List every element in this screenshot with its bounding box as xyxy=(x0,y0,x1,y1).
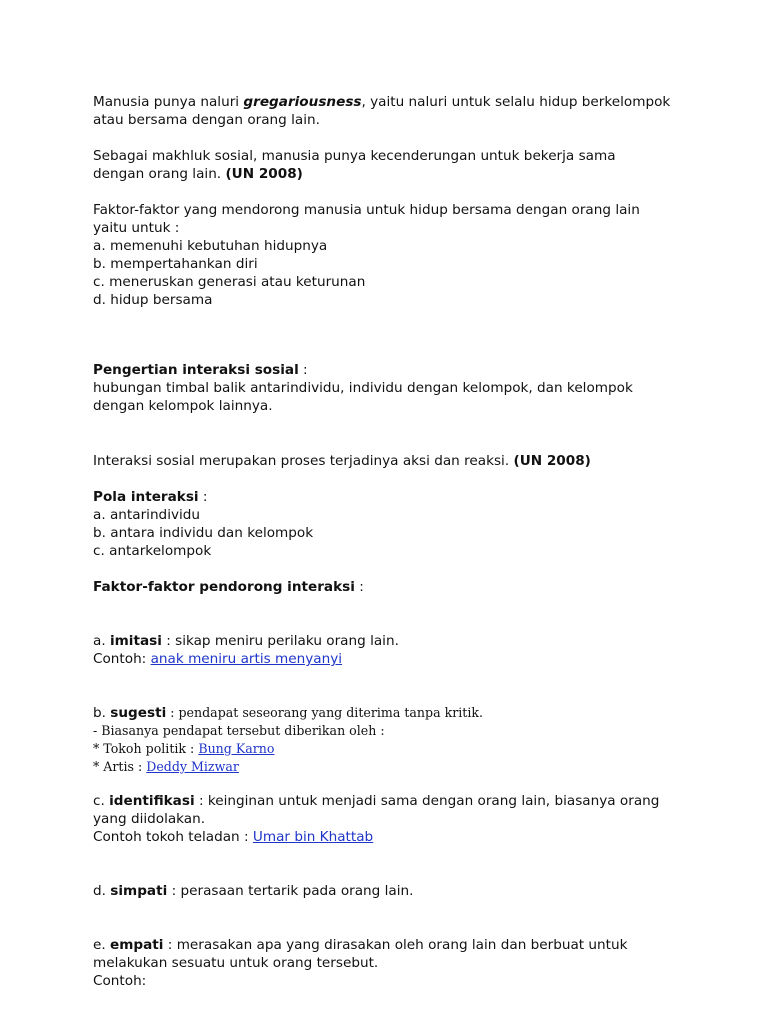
text-line: Faktor-faktor yang mendorong manusia untuk hidup bersama dengan orang lain xyxy=(93,202,640,218)
section-heading xyxy=(93,361,728,379)
link-bung-karno[interactable]: Bung Karno xyxy=(198,741,275,756)
heading-text: Pola interaksi xyxy=(93,489,199,505)
text-line xyxy=(93,93,728,111)
text-span: d. xyxy=(93,883,111,899)
link-umar-bin-khattab[interactable]: Umar bin Khattab xyxy=(252,829,374,845)
text-line xyxy=(93,828,728,846)
section-heading xyxy=(93,488,728,506)
text-line xyxy=(93,632,728,650)
paragraph-faktor-pendorong xyxy=(93,578,728,596)
text-line: yaitu untuk : xyxy=(93,220,180,236)
text-line: melakukan sesuatu untuk orang tersebut. xyxy=(93,955,379,971)
list-item: c. antarkelompok xyxy=(93,543,212,559)
text-span: : sikap meniru perilaku orang lain. xyxy=(161,633,399,649)
paragraph-pola-interaksi xyxy=(93,488,728,560)
text-line: - Biasanya pendapat tersebut diberikan oleh : xyxy=(93,723,385,738)
item-sugesti xyxy=(93,704,728,776)
text-line xyxy=(93,704,728,722)
list-item: a. memenuhi kebutuhan hidupnya xyxy=(93,238,328,254)
text-span: : xyxy=(298,362,308,378)
term-identifikasi: identifikasi xyxy=(109,793,195,809)
text-span: : xyxy=(198,489,208,505)
item-imitasi xyxy=(93,632,728,668)
text-span: : xyxy=(354,579,364,595)
list-item: b. antara individu dan kelompok xyxy=(93,525,314,541)
text-line: hubungan timbal balik antarindividu, individu dengan kelompok, dan kelompok xyxy=(93,380,633,396)
text-line xyxy=(93,650,728,668)
text-span: Contoh tokoh teladan : xyxy=(93,829,253,845)
text-line xyxy=(93,452,728,470)
list-item: d. hidup bersama xyxy=(93,292,213,308)
paragraph-faktor-hidup-bersama xyxy=(93,201,728,309)
text-span: Manusia punya naluri xyxy=(93,94,244,110)
text-line: Sebagai makhluk sosial, manusia punya kecenderungan untuk bekerja sama xyxy=(93,148,616,164)
item-simpati xyxy=(93,882,728,900)
term-gregariousness: gregariousness xyxy=(243,94,362,110)
heading-text: Faktor-faktor pendorong interaksi xyxy=(93,579,355,595)
text-span: * Artis : xyxy=(93,759,147,774)
term-simpati: simpati xyxy=(110,883,168,899)
text-line xyxy=(93,792,728,810)
heading-text: Pengertian interaksi sosial xyxy=(93,362,299,378)
item-identifikasi xyxy=(93,792,728,846)
text-span: e. xyxy=(93,937,111,953)
term-sugesti: sugesti xyxy=(110,705,167,721)
text-span: : pendapat seseorang yang diterima tanpa kritik. xyxy=(166,705,484,720)
text-span: dengan orang lain. xyxy=(93,166,226,182)
text-line xyxy=(93,740,728,758)
term-empati: empati xyxy=(110,937,164,953)
text-span: b. xyxy=(93,705,111,721)
list-item: a. antarindividu xyxy=(93,507,201,523)
text-line xyxy=(93,758,728,776)
paragraph-gregariousness xyxy=(93,93,728,129)
text-span: a. xyxy=(93,633,110,649)
exam-reference: (UN 2008) xyxy=(513,453,591,469)
paragraph-makhluk-sosial xyxy=(93,147,728,183)
text-span: : perasaan tertarik pada orang lain. xyxy=(167,883,414,899)
text-span: : keinginan untuk menjadi sama dengan orang lain, biasanya orang xyxy=(194,793,660,809)
link-anak-meniru-artis[interactable]: anak meniru artis menyanyi xyxy=(150,651,343,667)
text-line: yang diidolakan. xyxy=(93,811,206,827)
text-span: , yaitu naluri untuk selalu hidup berkelompok xyxy=(361,94,671,110)
link-deddy-mizwar[interactable]: Deddy Mizwar xyxy=(146,759,239,774)
term-imitasi: imitasi xyxy=(109,633,162,649)
text-span: Interaksi sosial merupakan proses terjadinya aksi dan reaksi. xyxy=(93,453,514,469)
list-item: b. mempertahankan diri xyxy=(93,256,258,272)
list-item: c. meneruskan generasi atau keturunan xyxy=(93,274,366,290)
text-span: * Tokoh politik : xyxy=(93,741,199,756)
text-line: atau bersama dengan orang lain. xyxy=(93,112,320,128)
text-line xyxy=(93,882,728,900)
text-span: c. xyxy=(93,793,110,809)
exam-reference: (UN 2008) xyxy=(225,166,303,182)
section-heading xyxy=(93,578,728,596)
text-line: dengan kelompok lainnya. xyxy=(93,398,273,414)
text-span: : merasakan apa yang dirasakan oleh orang lain dan berbuat untuk xyxy=(163,937,628,953)
text-line xyxy=(93,165,728,183)
text-line: Contoh: xyxy=(93,973,147,989)
paragraph-proses-interaksi xyxy=(93,452,728,470)
item-empati xyxy=(93,936,728,990)
paragraph-pengertian-interaksi xyxy=(93,361,728,415)
text-span: Contoh: xyxy=(93,651,151,667)
text-line xyxy=(93,936,728,954)
